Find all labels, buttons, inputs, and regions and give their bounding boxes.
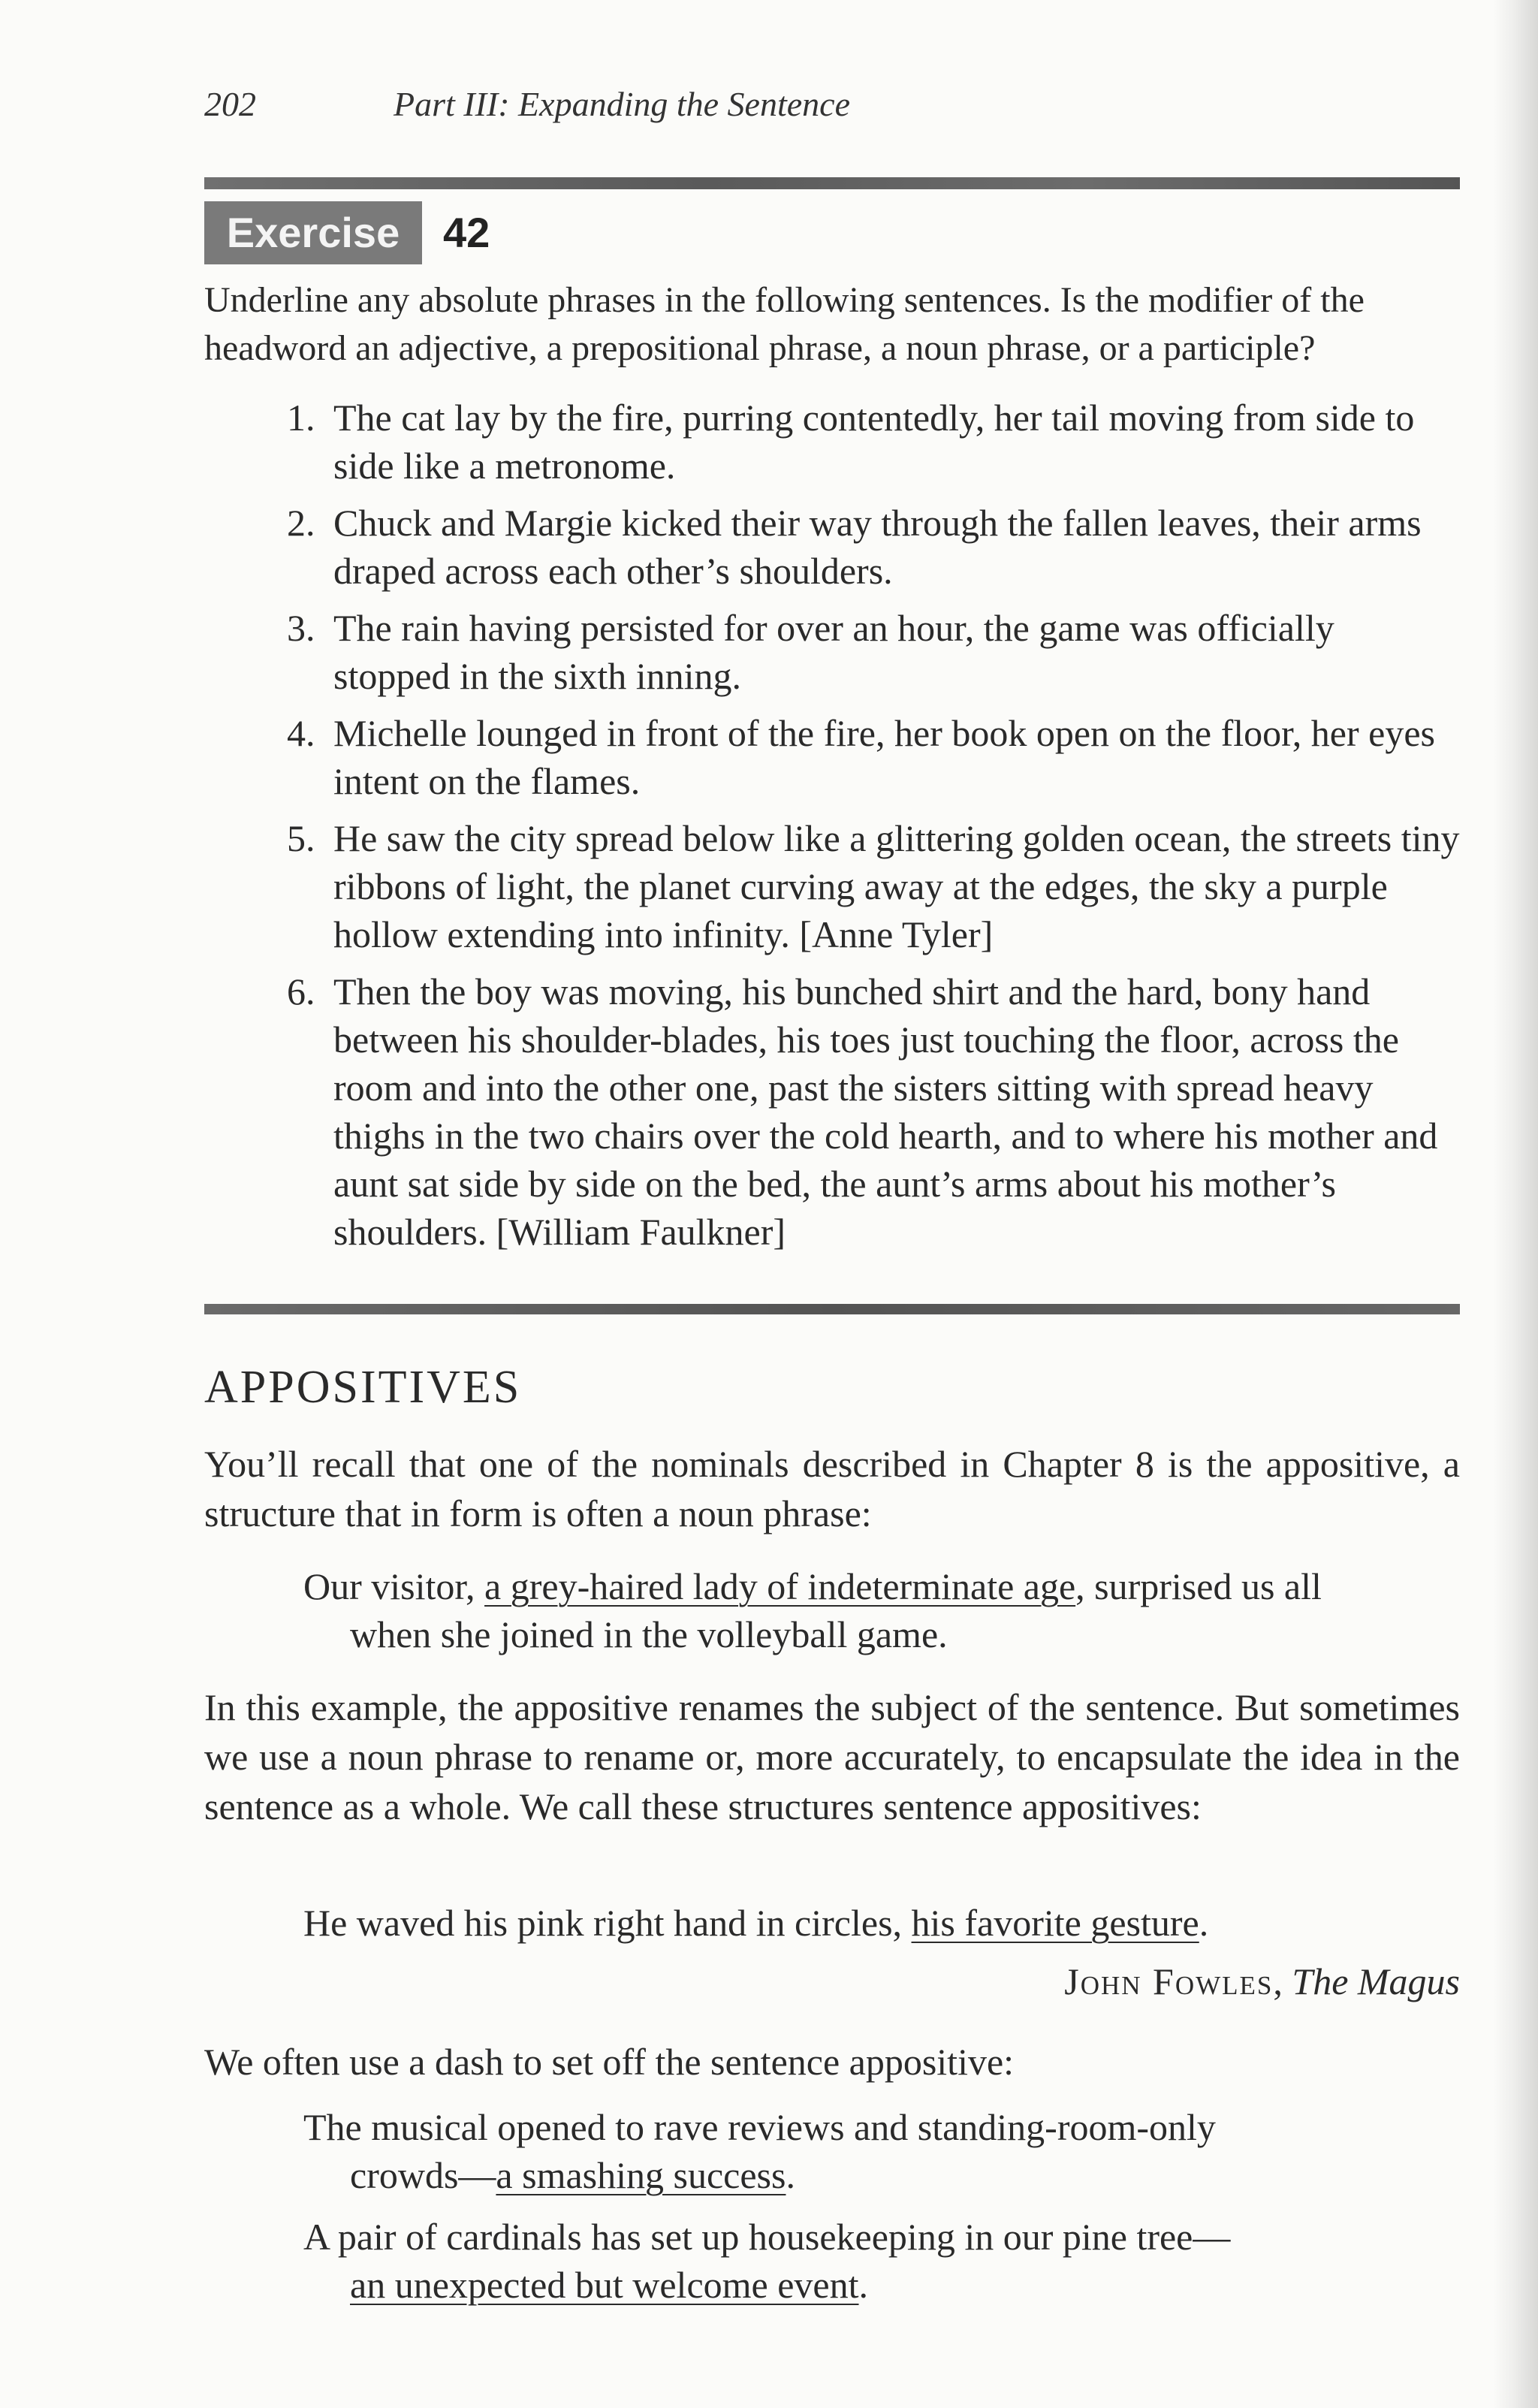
example-text: . <box>858 2264 868 2306</box>
underlined-appositive: a grey-haired lady of indeterminate age <box>484 1565 1076 1607</box>
exercise-item <box>204 499 1460 595</box>
example-sentence <box>303 1899 1460 1947</box>
example-sentence <box>303 1562 1460 1658</box>
attribution-work: The Magus <box>1292 1960 1460 2002</box>
example-text: The musical opened to rave reviews and standing-room-only <box>303 2106 1216 2148</box>
example-text: . <box>786 2154 795 2196</box>
example-text: Our visitor, <box>303 1565 485 1607</box>
exercise-item <box>204 604 1460 700</box>
exercise-item <box>204 394 1460 490</box>
paragraph: You’ll recall that one of the nominals described in Chapter 8 is the appositive, a structure that in form is often a noun phrase: <box>204 1443 1460 1534</box>
example-sentence <box>303 2213 1445 2309</box>
page-edge-shadow <box>1493 0 1538 2408</box>
exercise-item-number: 1. <box>287 397 315 439</box>
section-heading: APPOSITIVES <box>204 1362 522 1413</box>
example-text: A pair of cardinals has set up housekeeping in our pine tree— <box>303 2216 1231 2258</box>
example-text: , surprised us all <box>1075 1565 1322 1607</box>
example-text: He waved his pink right hand in circles, <box>303 1902 912 1944</box>
attribution-author: John Fowles <box>1064 1960 1274 2002</box>
paragraph: In this example, the appositive renames the subject of the sentence. But sometimes we use a noun phrase to rename or, more accurately, to encapsulate the idea in the sentence as a whole. We call these structures sentence appositives: <box>204 1686 1460 1827</box>
exercise-item-text: He saw the city spread below like a glittering golden ocean, the streets tiny ribbons of light, the planet curving away at the edges, the sky a purple hollow extending into infinity. [Anne Tyler] <box>333 817 1460 955</box>
exercise-label-box: Exercise <box>204 201 422 264</box>
exercise-item-number: 5. <box>287 817 315 859</box>
example-sentence <box>303 2103 1445 2199</box>
exercise-top-rule <box>204 177 1460 189</box>
example-text: crowds— <box>350 2154 496 2196</box>
paragraph: We often use a dash to set off the sentence appositive: <box>204 2041 1015 2083</box>
exercise-item-text: Chuck and Margie kicked their way through the fallen leaves, their arms draped across each other’s shoulders. <box>333 502 1422 592</box>
exercise-instructions: Underline any absolute phrases in the following sentences. Is the modifier of the headword an adjective, a prepositional phrase, a noun phrase, or a participle? <box>204 280 1365 368</box>
exercise-number: 42 <box>443 209 490 256</box>
exercise-list <box>204 394 1460 1265</box>
page-number: 202 <box>204 85 256 123</box>
quote-attribution <box>204 1957 1460 2005</box>
exercise-item-number: 2. <box>287 502 315 544</box>
exercise-item-number: 4. <box>287 712 315 754</box>
exercise-item-number: 3. <box>287 607 315 649</box>
exercise-item-text: The rain having persisted for over an hour, the game was officially stopped in the sixth inning. <box>333 607 1334 697</box>
exercise-item <box>204 814 1460 958</box>
underlined-appositive: an unexpected but welcome event <box>350 2264 859 2306</box>
example-text: . <box>1199 1902 1209 1944</box>
exercise-item-text: Michelle lounged in front of the fire, her book open on the floor, her eyes intent on the flames. <box>333 712 1435 802</box>
exercise-item-number: 6. <box>287 970 315 1012</box>
exercise-bottom-rule <box>204 1304 1460 1314</box>
example-text: when she joined in the volleyball game. <box>350 1613 948 1655</box>
exercise-item <box>204 967 1460 1256</box>
underlined-appositive: a smashing success <box>496 2154 786 2196</box>
running-header <box>204 84 850 124</box>
exercise-item <box>204 709 1460 805</box>
attribution-separator: , <box>1273 1960 1292 2002</box>
running-title: Part III: Expanding the Sentence <box>394 85 850 123</box>
exercise-item-text: Then the boy was moving, his bunched shirt and the hard, bony hand between his shoulder-blades, his toes just touching the floor, across the room and into the other one, past the sisters sitting with spread heavy thighs in the two chairs over the cold hearth, and to where his mother and aunt sat side by side on the bed, the aunt’s arms about his mother’s shoulders. [William Faulkner] <box>333 970 1438 1253</box>
exercise-item-text: The cat lay by the fire, purring contentedly, her tail moving from side to side like a metronome. <box>333 397 1415 487</box>
underlined-appositive: his favorite gesture <box>911 1902 1199 1944</box>
